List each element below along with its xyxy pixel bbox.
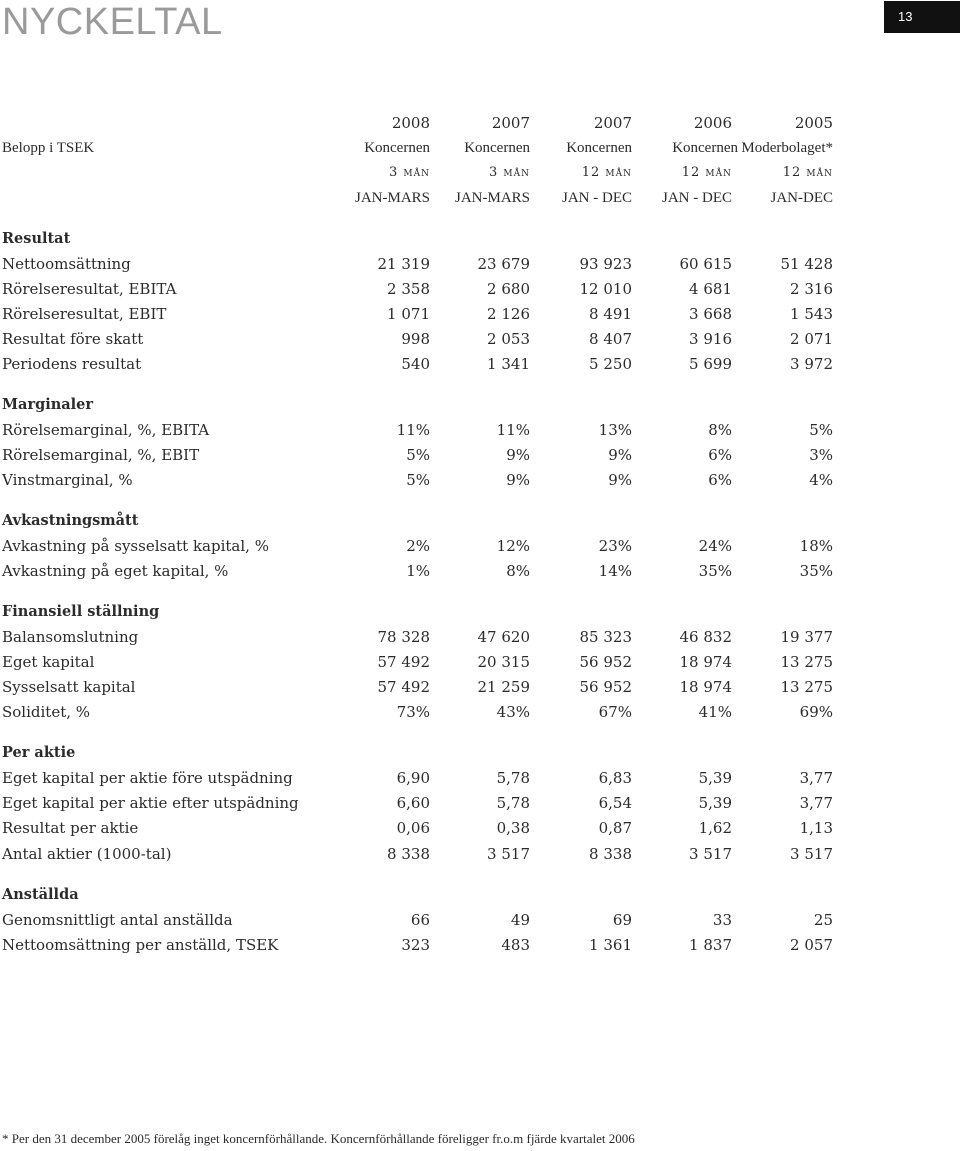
value-cell: 18%	[799, 537, 833, 555]
value-cell: 19 377	[780, 628, 833, 646]
table-row	[0, 934, 960, 956]
value-cell: 69	[612, 911, 632, 929]
header-period-row	[0, 187, 960, 209]
column-duration: 12 mån	[681, 165, 732, 180]
table-row	[0, 651, 960, 673]
column-entity: Koncernen	[566, 140, 632, 156]
value-cell: 3%	[809, 446, 833, 464]
column-entity: Moderbolaget*	[741, 140, 833, 156]
table-row	[0, 353, 960, 375]
value-cell: 3 517	[487, 845, 530, 863]
value-cell: 33	[712, 911, 732, 929]
section-heading	[0, 510, 960, 532]
value-cell: 2 126	[487, 305, 530, 323]
row-label: Sysselsatt kapital	[2, 678, 136, 696]
row-label: Nettoomsättning	[2, 255, 131, 273]
value-cell: 24%	[698, 537, 732, 555]
value-cell: 13 275	[780, 653, 833, 671]
table-row	[0, 767, 960, 789]
table-row	[0, 909, 960, 931]
row-label: Resultat före skatt	[2, 330, 144, 348]
value-cell: 323	[401, 936, 430, 954]
value-cell: 14%	[598, 562, 632, 580]
section-title: Resultat	[2, 230, 71, 247]
value-cell: 5,39	[698, 769, 732, 787]
value-cell: 5,78	[496, 794, 530, 812]
value-cell: 93 923	[579, 255, 632, 273]
table-row	[0, 843, 960, 865]
value-cell: 2 053	[487, 330, 530, 348]
value-cell: 2 057	[790, 936, 833, 954]
value-cell: 35%	[698, 562, 732, 580]
value-cell: 9%	[608, 446, 632, 464]
table-row	[0, 469, 960, 491]
section-title: Per aktie	[2, 744, 76, 761]
value-cell: 3 517	[689, 845, 732, 863]
value-cell: 483	[501, 936, 530, 954]
column-duration: 3 mån	[489, 165, 530, 180]
table-row	[0, 328, 960, 350]
value-cell: 20 315	[477, 653, 530, 671]
value-cell: 4 681	[689, 280, 732, 298]
column-year: 2007	[491, 114, 530, 132]
value-cell: 5 699	[689, 355, 732, 373]
table-row	[0, 701, 960, 723]
value-cell: 8 338	[589, 845, 632, 863]
value-cell: 6%	[708, 446, 732, 464]
value-cell: 6,54	[598, 794, 632, 812]
value-cell: 6,83	[598, 769, 632, 787]
value-cell: 2 358	[387, 280, 430, 298]
value-cell: 6%	[708, 471, 732, 489]
value-cell: 3 916	[689, 330, 732, 348]
section-heading	[0, 884, 960, 906]
value-cell: 25	[813, 911, 833, 929]
column-period: JAN-MARS	[354, 190, 430, 206]
value-cell: 57 492	[377, 678, 430, 696]
row-label: Balansomslutning	[2, 628, 139, 646]
column-duration: 12 mån	[782, 165, 833, 180]
value-cell: 5%	[809, 421, 833, 439]
value-cell: 4%	[809, 471, 833, 489]
value-cell: 13 275	[780, 678, 833, 696]
footnote: * Per den 31 december 2005 förelåg inget koncernförhållande. Koncernförhållande föreligger fr.o.m fjärde kvartalet 2006	[2, 1131, 635, 1146]
table-row	[0, 535, 960, 557]
row-label: Genomsnittligt antal anställda	[2, 911, 233, 929]
column-year: 2007	[593, 114, 632, 132]
section-title: Finansiell ställning	[2, 603, 160, 620]
value-cell: 3,77	[799, 769, 833, 787]
value-cell: 5%	[406, 471, 430, 489]
page-number-badge: 13	[884, 1, 960, 33]
column-year: 2006	[693, 114, 732, 132]
column-period: JAN-DEC	[770, 190, 833, 206]
value-cell: 5,78	[496, 769, 530, 787]
value-cell: 9%	[506, 471, 530, 489]
row-label: Soliditet, %	[2, 703, 91, 721]
header-year-row	[0, 112, 960, 134]
value-cell: 18 974	[679, 653, 732, 671]
value-cell: 3 972	[790, 355, 833, 373]
value-cell: 56 952	[579, 678, 632, 696]
value-cell: 69%	[799, 703, 833, 721]
value-cell: 49	[510, 911, 530, 929]
column-entity: Koncernen	[464, 140, 530, 156]
value-cell: 1 341	[487, 355, 530, 373]
row-label: Avkastning på sysselsatt kapital, %	[2, 537, 269, 555]
value-cell: 11%	[496, 421, 530, 439]
value-cell: 5,39	[698, 794, 732, 812]
row-label: Antal aktier (1000-tal)	[2, 845, 172, 863]
column-entity: Koncernen	[672, 140, 738, 156]
section-title: Marginaler	[2, 396, 94, 413]
value-cell: 9%	[608, 471, 632, 489]
value-cell: 57 492	[377, 653, 430, 671]
value-cell: 73%	[396, 703, 430, 721]
value-cell: 18 974	[679, 678, 732, 696]
row-label: Rörelseresultat, EBIT	[2, 305, 167, 323]
value-cell: 2 071	[790, 330, 833, 348]
value-cell: 85 323	[579, 628, 632, 646]
section-heading	[0, 228, 960, 250]
section-heading	[0, 742, 960, 764]
value-cell: 21 319	[377, 255, 430, 273]
value-cell: 0,38	[496, 819, 530, 837]
value-cell: 1 361	[589, 936, 632, 954]
value-cell: 3 668	[689, 305, 732, 323]
value-cell: 1 543	[790, 305, 833, 323]
value-cell: 8 491	[589, 305, 632, 323]
value-cell: 2%	[406, 537, 430, 555]
value-cell: 3 517	[790, 845, 833, 863]
value-cell: 12%	[496, 537, 530, 555]
column-duration: 3 mån	[389, 165, 430, 180]
row-label: Nettoomsättning per anställd, TSEK	[2, 936, 279, 954]
value-cell: 0,87	[598, 819, 632, 837]
value-cell: 23 679	[477, 255, 530, 273]
value-cell: 78 328	[377, 628, 430, 646]
column-year: 2005	[794, 114, 833, 132]
row-label: Rörelsemarginal, %, EBIT	[2, 446, 200, 464]
value-cell: 5%	[406, 446, 430, 464]
value-cell: 8%	[708, 421, 732, 439]
value-cell: 8 338	[387, 845, 430, 863]
value-cell: 60 615	[679, 255, 732, 273]
value-cell: 56 952	[579, 653, 632, 671]
row-label: Eget kapital per aktie efter utspädning	[2, 794, 299, 812]
column-period: JAN - DEC	[562, 190, 632, 206]
header-entity-row	[0, 137, 960, 159]
value-cell: 0,06	[396, 819, 430, 837]
row-label: Eget kapital per aktie före utspädning	[2, 769, 293, 787]
value-cell: 51 428	[780, 255, 833, 273]
row-label: Avkastning på eget kapital, %	[2, 562, 229, 580]
value-cell: 9%	[506, 446, 530, 464]
value-cell: 1%	[406, 562, 430, 580]
value-cell: 21 259	[477, 678, 530, 696]
value-cell: 23%	[598, 537, 632, 555]
value-cell: 11%	[396, 421, 430, 439]
table-row	[0, 626, 960, 648]
value-cell: 67%	[598, 703, 632, 721]
value-cell: 35%	[799, 562, 833, 580]
table-row	[0, 792, 960, 814]
row-label: Eget kapital	[2, 653, 95, 671]
row-label: Rörelsemarginal, %, EBITA	[2, 421, 210, 439]
value-cell: 1 837	[689, 936, 732, 954]
table-row	[0, 560, 960, 582]
value-cell: 2 680	[487, 280, 530, 298]
section-heading	[0, 394, 960, 416]
page-title: NYCKELTAL	[2, 1, 223, 43]
value-cell: 8%	[506, 562, 530, 580]
row-label: Resultat per aktie	[2, 819, 139, 837]
row-label: Rörelseresultat, EBITA	[2, 280, 177, 298]
table-row	[0, 278, 960, 300]
value-cell: 12 010	[579, 280, 632, 298]
column-year: 2008	[391, 114, 430, 132]
value-cell: 6,90	[396, 769, 430, 787]
value-cell: 1,62	[698, 819, 732, 837]
value-cell: 5 250	[589, 355, 632, 373]
table-row	[0, 253, 960, 275]
value-cell: 13%	[598, 421, 632, 439]
value-cell: 47 620	[477, 628, 530, 646]
value-cell: 1,13	[799, 819, 833, 837]
value-cell: 540	[401, 355, 430, 373]
value-cell: 6,60	[396, 794, 430, 812]
column-period: JAN - DEC	[662, 190, 732, 206]
table-row	[0, 444, 960, 466]
value-cell: 1 071	[387, 305, 430, 323]
column-entity: Koncernen	[364, 140, 430, 156]
table-row	[0, 419, 960, 441]
unit-label: Belopp i TSEK	[2, 140, 95, 156]
section-heading	[0, 601, 960, 623]
value-cell: 41%	[698, 703, 732, 721]
row-label: Vinstmarginal, %	[2, 471, 133, 489]
section-title: Anställda	[2, 886, 79, 903]
column-duration: 12 mån	[581, 165, 632, 180]
table-row	[0, 676, 960, 698]
value-cell: 3,77	[799, 794, 833, 812]
value-cell: 2 316	[790, 280, 833, 298]
row-label: Periodens resultat	[2, 355, 142, 373]
value-cell: 998	[401, 330, 430, 348]
section-title: Avkastningsmått	[2, 512, 139, 529]
table-row	[0, 303, 960, 325]
table-row	[0, 817, 960, 839]
header-duration-row	[0, 162, 960, 184]
value-cell: 43%	[496, 703, 530, 721]
value-cell: 46 832	[679, 628, 732, 646]
value-cell: 8 407	[589, 330, 632, 348]
value-cell: 66	[410, 911, 430, 929]
column-period: JAN-MARS	[454, 190, 530, 206]
